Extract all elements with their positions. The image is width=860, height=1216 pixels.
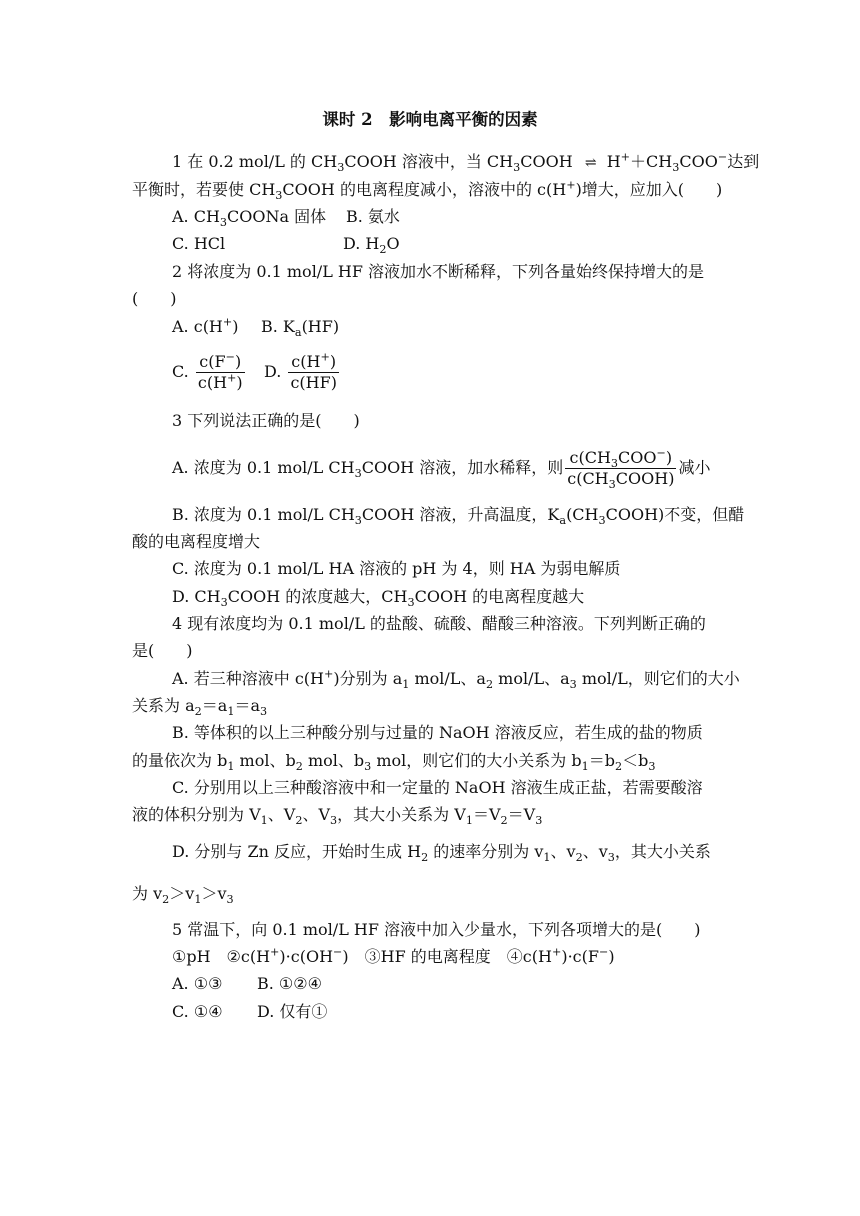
q5-option-b: B. ①②④	[257, 974, 322, 993]
q4-option-c-line1: C. 分别用以上三种酸溶液中和一定量的 NaOH 溶液生成正盐，若需要酸溶	[172, 778, 703, 797]
q4-option-d-line1: D. 分别与 Zn 反应，开始时生成 $H_2$ 的速率分别为 $v_1$、$v_2$、$v_3$，其大小关系	[172, 842, 711, 865]
q3-option-b-line2: 酸的电离程度增大	[132, 532, 261, 551]
q5-option-a: A. ①③	[172, 974, 223, 993]
q2-option-b: B. $K_a(HF)$	[261, 317, 340, 340]
q5-option-c: C. ①④	[172, 1002, 223, 1021]
q2-option-c: C. $\frac{c(F^-)}{c(H^+)}$	[172, 350, 243, 392]
q4-option-c-line2: 液的体积分别为 $V_1$、$V_2$、$V_3$，其大小关系为 $V_1=V_2=V_3$	[132, 805, 543, 828]
q3-stem: 3 下列说法正确的是( )	[172, 411, 360, 430]
q3-option-a: A. 浓度为 0.1 mol/L $CH_3COOH$ 溶液，加水稀释，则 $\frac{c(CH_3COO^-)}{c(CH_3COOH)}$ 减小	[172, 446, 711, 492]
q4-option-a-line2: 关系为 $a_2=a_1=a_3$	[132, 696, 268, 719]
page-title: 课时 2 影响电离平衡的因素	[322, 110, 538, 129]
q4-stem-line2: 是( )	[132, 641, 193, 660]
equilibrium-arrow: ⇌	[584, 155, 595, 171]
q1-stem-line2: 平衡时，若要使 $CH_3COOH$ 的电离程度减小，溶液中的 c(H+)增大，应加入( )	[132, 178, 723, 203]
q1-option-a: A. $CH_3COONa$ 固体	[172, 207, 327, 230]
q5-items: ①pH ②c(H+)·c(OH−) ③HF 的电离程度 ④c(H+)·c(F−)	[172, 945, 615, 966]
q1-stem-line1: 1 在 0.2 mol/L 的 $CH_3COOH$ 溶液中，当 $CH_3COOH$ ⇌ $H^++CH_3COO^-$达到	[172, 150, 760, 175]
q2-c-fraction: $\frac{c(F^-)}{c(H^+)}$	[197, 350, 243, 392]
q2-stem-line2: ( )	[132, 289, 177, 308]
q4-option-a-line1: A. 若三种溶液中 c(H+)分别为 $a_1$ mol/L、$a_2$ mol/L、$a_3$ mol/L，则它们的大小	[172, 667, 740, 692]
q4-stem-line1: 4 现有浓度均为 0.1 mol/L 的盐酸、硫酸、醋酸三种溶液。下列判断正确的	[172, 614, 706, 633]
q3-option-b-line1: B. 浓度为 0.1 mol/L $CH_3COOH$ 溶液，升高温度，$K_a(CH_3COOH)$不变，但醋	[172, 505, 745, 528]
q2-option-d: D. $\frac{c(H^+)}{c(HF)}$	[264, 350, 337, 392]
q3-a-fraction: $\frac{c(CH_3COO^-)}{c(CH_3COOH)}$	[567, 446, 675, 492]
q2-option-a: A. c(H+)	[172, 315, 239, 336]
q1-option-c: C. HCl	[172, 234, 226, 253]
q3-option-c: C. 浓度为 0.1 mol/L HA 溶液的 pH 为 4，则 HA 为弱电解质	[172, 559, 621, 578]
q5-stem: 5 常温下，向 0.1 mol/L HF 溶液中加入少量水，下列各项增大的是( )	[172, 920, 701, 939]
q1-option-d: D. $H_2O$	[343, 234, 400, 257]
q3-option-d: D. $CH_3COOH$ 的浓度越大，$CH_3COOH$ 的电离程度越大	[172, 587, 585, 610]
q4-option-b-line2: 的量依次为 $b_1$ mol、$b_2$ mol、$b_3$ mol，则它们的大小关系为 $b_1=b_2<b_3$	[132, 751, 656, 774]
q4-option-d-line2: 为 $v_2>v_1>v_3$	[132, 884, 234, 907]
q2-stem-line1: 2 将浓度为 0.1 mol/L HF 溶液加水不断稀释，下列各量始终保持增大的是	[172, 262, 705, 281]
q4-option-b-line1: B. 等体积的以上三种酸分别与过量的 NaOH 溶液反应，若生成的盐的物质	[172, 723, 703, 742]
q1-option-b: B. 氨水	[346, 207, 400, 226]
q2-d-fraction: $\frac{c(H^+)}{c(HF)}$	[290, 350, 337, 392]
q5-option-d: D. 仅有①	[257, 1002, 328, 1021]
